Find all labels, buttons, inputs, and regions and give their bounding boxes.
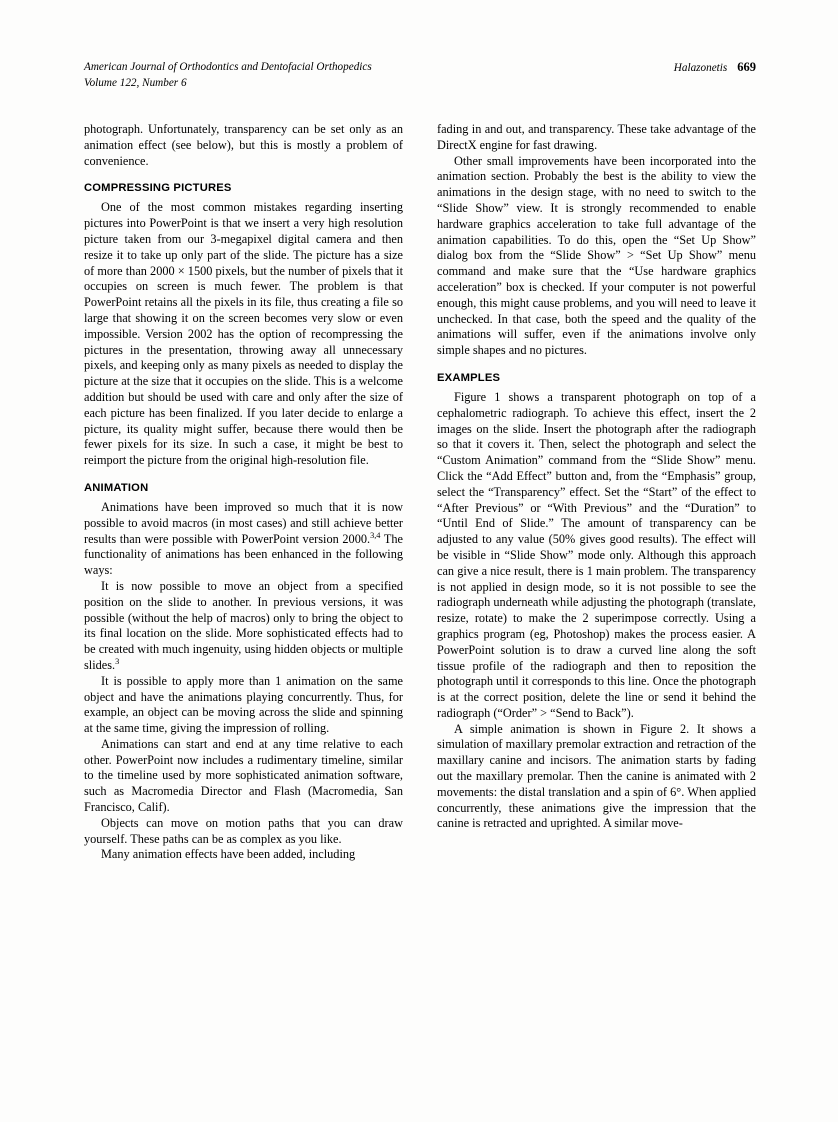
citation-3-4: 3,4 (370, 530, 381, 540)
header-journal-info (84, 60, 372, 92)
journal-volume: Volume 122, Number 6 (84, 76, 187, 89)
paragraph-compressing: One of the most common mistakes regarding inserting pictures into PowerPoint is that we insert a very high resolution picture taken from our 3-megapixel digital camera and then resize it to take up only part of the slide. The picture has a size of more than 2000 × 1500 pixels, but the number of pixels that it occupies on screen is much fewer. The problem is that PowerPoint retains all the pixels in its file, thus creating a file so large that showing it on the screen becomes very slow or even impossible. Version 2002 has the option of recompressing the pictures in the presentation, throwing away all unnecessary pixels, and keeping only as many pixels as needed to display the picture at the size that it occupies on the slide. This is a welcome addition but should be used with care and only after the size of each picture has been finalized. If you later decide to enlarge a picture, its quality might suffer, because there would then be fewer pixels for its size. In such a case, it might be best to reimport the picture from the original high-resolution file. (84, 200, 403, 468)
paragraph-continued-right: fading in and out, and transparency. These take advantage of the DirectX engine for fast drawing. (437, 122, 756, 152)
animation-1-text-b: The functionality of animations has been enhanced in the following ways: (84, 531, 403, 578)
running-header (84, 60, 756, 92)
right-column (437, 122, 756, 863)
journal-title: American Journal of Orthodontics and Dentofacial Orthopedics (84, 61, 372, 73)
heading-compressing-pictures: COMPRESSING PICTURES (84, 182, 232, 195)
paragraph-animation-5: Objects can move on motion paths that you can draw yourself. These paths can be as complex as you like. (84, 815, 403, 846)
paragraph-animation-4: Animations can start and end at any time relative to each other. PowerPoint now includes a rudimentary timeline, similar to the timeline used by more sophisticated animation software, such as Macromedia Director and Flash (Macromedia, San Francisco, Calif). (84, 736, 403, 815)
paragraph-animation-6: Many animation effects have been added, including (101, 847, 356, 862)
body-columns (84, 122, 756, 863)
paragraph-animation-3: It is possible to apply more than 1 animation on the same object and have the animations playing concurrently. Thus, for example, an object can be moving across the slide and spinning at the same time, giving the impression of rolling. (84, 673, 403, 736)
paragraph-other-improvements: Other small improvements have been incorporated into the animation section. Probably the best is the ability to view the animations in the design stage, with no need to switch to the “Slide Show” view. It is strongly recommended to enable hardware graphics acceleration to take full advantage of the animation capabilities. To do this, open the “Set Up Show” dialog box from the “Slide Show” > “Set Up Show” menu command and make sure that the “Use hardware graphics acceleration” box is checked. If your computer is not powerful enough, this might cause problems, and you will need to leave it unchecked. In that case, both the speed and the quality of the animations will suffer, even if the animations involve only simple shapes and no pictures. (437, 153, 756, 358)
header-author-page (674, 60, 756, 75)
heading-examples: EXAMPLES (437, 371, 501, 384)
header-author: Halazonetis (673, 62, 728, 74)
paragraph-animation-2 (84, 579, 403, 674)
paragraph-examples-1: Figure 1 shows a transparent photograph on top of a cephalometric radiograph. To achieve this effect, insert the 2 images on the slide. Insert the photograph after the radiograph so that it covers it. Then, select the photograph and select the “Custom Animation” command from the “Slide Show” menu. Click the “Add Effect” button and, from the “Emphasis” group, select the “Transparency” effect. Set the “Start” of the effect to “After Previous” or “With Previous” and the “Duration” to “Until End of Slide.” The amount of transparency can be adjusted to any value (50% gives good results). The effect will be visible in “Slide Show” mode only. Although this approach can give a nice result, there is 1 main problem. The transparency is not applied in design mode, so it is not possible to see the radiograph underneath while adjusting the photograph (translate, resize, rotate) to make the 2 superimpose correctly. Using a graphics program (eg, Photoshop) makes the process easier. A PowerPoint solution is to draw a curved line along the soft tissue profile of the radiograph and then to reposition the photograph until it corresponds to this line. Once the photograph is at the correct position, delete the line or send it behind the radiograph (“Order” > “Send to Back”). (437, 389, 756, 720)
paragraph-animation-1 (84, 500, 403, 579)
paragraph-examples-2: A simple animation is shown in Figure 2. It shows a simulation of maxillary premolar extraction and retraction of the maxillary canine and incisors. The animation starts by fading out the maxillary premolar. Then the canine is animated with 2 movements: the distal translation and a spin of 6°. When applied concurrently, these animations give the impression that the canine is retracted and uprighted. A similar move- (437, 721, 756, 831)
citation-3: 3 (115, 656, 120, 666)
left-column (84, 122, 403, 863)
page-number: 669 (737, 60, 756, 74)
animation-2-text: It is now possible to move an object from a specified position on the slide to another. In previous versions, it was possible (without the help of macros) only to bring the object to its final location on the slide. More sophisticated effects had to be created with much ingenuity, using hidden objects or multiple slides. (84, 578, 403, 672)
paragraph-continued: photograph. Unfortunately, transparency can be set only as an animation effect (see below), but this is mostly a problem of convenience. (84, 122, 403, 168)
animation-1-text-a: Animations have been improved so much that it is now possible to avoid macros (in most cases) and still achieve better results than were possible with PowerPoint version 2000. (84, 499, 403, 546)
heading-animation: ANIMATION (84, 481, 149, 494)
